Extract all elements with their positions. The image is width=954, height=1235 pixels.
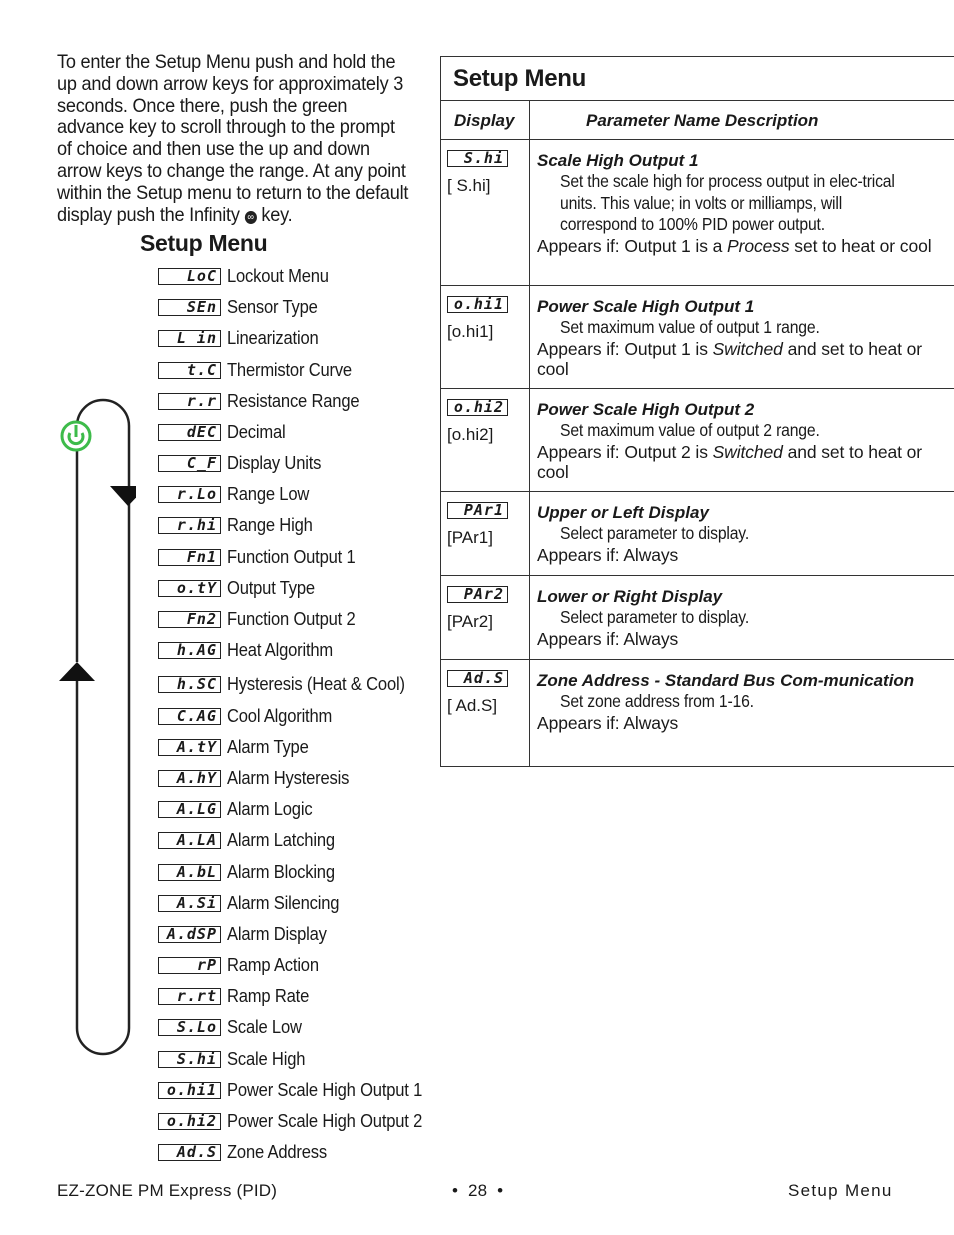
- appears-prefix: Appears if: Output 1 is a: [537, 235, 728, 256]
- lcd-code: Fn2: [158, 611, 221, 628]
- description-cell: [530, 660, 954, 766]
- lcd-code: o.hi2: [447, 399, 508, 416]
- menu-item-label: Hysteresis (Heat & Cool): [227, 673, 405, 694]
- menu-item: [158, 295, 326, 319]
- parameter-description: Select parameter to display.: [560, 523, 750, 543]
- advance-key-icon: [62, 422, 90, 450]
- appears-if: [537, 236, 947, 257]
- menu-item-label: Power Scale High Output 2: [227, 1110, 423, 1131]
- menu-item: [158, 704, 341, 728]
- parameter-description: Set maximum value of output 2 range.: [560, 420, 820, 440]
- lcd-code: rP: [158, 957, 221, 974]
- lcd-code: A.bL: [158, 864, 221, 881]
- menu-item: [158, 828, 344, 852]
- lcd-code: r.r: [158, 393, 221, 410]
- lcd-code: C.AG: [158, 708, 221, 725]
- appears-emphasis: Switched: [712, 441, 783, 462]
- lcd-code: Fn1: [158, 549, 221, 566]
- menu-item-label: Heat Algorithm: [227, 639, 334, 660]
- menu-item: [158, 860, 344, 884]
- lcd-code: S.hi: [447, 150, 508, 167]
- lcd-code: r.rt: [158, 988, 221, 1005]
- lcd-code: S.hi: [158, 1051, 221, 1068]
- lcd-code: t.C: [158, 362, 221, 379]
- lcd-code: S.Lo: [158, 1019, 221, 1036]
- menu-item-label: Output Type: [227, 577, 315, 598]
- description-cell: [530, 140, 954, 285]
- menu-item: [158, 984, 316, 1008]
- appears-if: [537, 339, 947, 380]
- parameter-description: Select parameter to display.: [560, 607, 750, 627]
- lcd-code: A.Si: [158, 895, 221, 912]
- menu-item: [158, 607, 367, 631]
- menu-item: [158, 420, 291, 444]
- appears-emphasis: Process: [727, 235, 790, 256]
- lcd-code: dEC: [158, 424, 221, 441]
- lcd-code: o.hi1: [447, 296, 508, 313]
- navigation-loop-diagram: [56, 380, 136, 1070]
- menu-item-label: Resistance Range: [227, 390, 360, 411]
- menu-item: [158, 1078, 439, 1102]
- description-cell: [530, 576, 954, 659]
- lcd-code: L in: [158, 330, 221, 347]
- parameter-name: Power Scale High Output 2: [537, 400, 755, 419]
- menu-item: [158, 797, 320, 821]
- menu-item: [158, 766, 360, 790]
- appears-suffix: set to heat or cool: [789, 235, 932, 256]
- header-display: Display: [441, 101, 530, 139]
- menu-item: [158, 264, 338, 288]
- menu-item: [158, 953, 327, 977]
- infinity-key-icon: ∞: [245, 211, 257, 224]
- appears-if: [537, 442, 947, 483]
- parameter-description: Set maximum value of output 1 range.: [560, 317, 820, 337]
- parameter-description: Set zone address from 1-16.: [560, 691, 754, 711]
- intro-paragraph: [57, 52, 410, 226]
- table-body: [441, 140, 954, 766]
- appears-suffix: and set to heat or cool: [537, 338, 922, 379]
- menu-item-label: Alarm Logic: [227, 798, 313, 819]
- description-cell: [530, 389, 954, 491]
- menu-item: [158, 1140, 336, 1164]
- menu-item-label: Alarm Hysteresis: [227, 767, 350, 788]
- menu-item: [158, 1015, 308, 1039]
- menu-item-label: Function Output 2: [227, 608, 356, 629]
- menu-item-label: Alarm Latching: [227, 829, 335, 850]
- lcd-code: A.dSP: [158, 926, 221, 943]
- appears-prefix: Appears if: Always: [537, 712, 679, 733]
- table-title: Setup Menu: [441, 57, 954, 101]
- setup-menu-heading: Setup Menu: [140, 230, 268, 256]
- menu-item-label: Thermistor Curve: [227, 359, 352, 380]
- lcd-code: o.hi2: [158, 1113, 221, 1130]
- table-row: [441, 140, 954, 286]
- menu-item-label: Ramp Rate: [227, 985, 310, 1006]
- menu-item-label: Alarm Blocking: [227, 861, 335, 882]
- parameter-name: Power Scale High Output 1: [537, 297, 755, 316]
- intro-suffix: key.: [256, 203, 293, 226]
- menu-item-label: Display Units: [227, 452, 322, 473]
- footer-page-number: • 28 •: [452, 1181, 504, 1200]
- description-cell: [530, 286, 954, 388]
- appears-if: [537, 629, 947, 650]
- menu-item-label: Function Output 1: [227, 546, 356, 567]
- lcd-code: r.Lo: [158, 486, 221, 503]
- table-row: [441, 492, 954, 576]
- menu-item: [158, 545, 367, 569]
- intro-text: To enter the Setup Menu push and hold the up and down arrow keys for approximately 3 seconds. Once there, push the green advance key to scroll through to the prompt of choice and then use the up and down arrow keys to change the range. At any point within the Setup menu to return to the default display push the Infinity: [57, 51, 409, 226]
- footer-product: EZ-ZONE PM Express (PID): [57, 1181, 278, 1200]
- menu-item: [158, 482, 316, 506]
- menu-item-label: Alarm Type: [227, 736, 309, 757]
- menu-item: [158, 638, 342, 662]
- menu-item: [158, 389, 371, 413]
- parameter-name: Upper or Left Display: [537, 503, 709, 522]
- lcd-code: A.LG: [158, 801, 221, 818]
- lcd-code: h.AG: [158, 642, 221, 659]
- footer-section: Setup Menu: [788, 1181, 893, 1200]
- lcd-code: A.LA: [158, 832, 221, 849]
- table-row: [441, 576, 954, 660]
- menu-item: [158, 1047, 312, 1071]
- parameter-description: Set the scale high for process output in elec-trical units. This value; in volts or milliamps, will correspond to 100% PID power output.: [560, 171, 895, 234]
- lcd-code: A.tY: [158, 739, 221, 756]
- parameter-code: [PAr1]: [447, 528, 493, 547]
- lcd-code: r.hi: [158, 517, 221, 534]
- menu-item: [158, 672, 420, 696]
- setup-menu-table: [440, 56, 954, 767]
- lcd-code: LoC: [158, 268, 221, 285]
- lcd-code: PAr1: [447, 502, 508, 519]
- menu-item-label: Range Low: [227, 483, 310, 504]
- menu-item-label: Alarm Display: [227, 923, 327, 944]
- menu-item-label: Zone Address: [227, 1141, 327, 1162]
- menu-item: [158, 922, 335, 946]
- display-cell: [441, 576, 530, 659]
- appears-prefix: Appears if: Output 2 is: [537, 441, 713, 462]
- parameter-code: [o.hi1]: [447, 322, 494, 341]
- lcd-code: h.SC: [158, 676, 221, 693]
- table-row: [441, 389, 954, 492]
- menu-item-label: Sensor Type: [227, 296, 318, 317]
- menu-item-label: Scale High: [227, 1048, 306, 1069]
- lcd-code: Ad.S: [447, 670, 508, 687]
- menu-item-label: Lockout Menu: [227, 265, 329, 286]
- table-row: [441, 286, 954, 389]
- menu-item: [158, 1109, 439, 1133]
- lcd-code: Ad.S: [158, 1144, 221, 1161]
- parameter-name: Zone Address - Standard Bus Com-munication: [537, 671, 915, 690]
- menu-item-label: Alarm Silencing: [227, 892, 340, 913]
- parameter-code: [o.hi2]: [447, 425, 494, 444]
- menu-item: [158, 451, 329, 475]
- parameter-code: [ Ad.S]: [447, 696, 498, 715]
- menu-item: [158, 358, 363, 382]
- menu-item-label: Decimal: [227, 421, 286, 442]
- parameter-code: [PAr2]: [447, 612, 493, 631]
- lcd-code: A.hY: [158, 770, 221, 787]
- appears-if: [537, 713, 947, 734]
- menu-item: [158, 576, 323, 600]
- lcd-code: o.tY: [158, 580, 221, 597]
- menu-item-label: Power Scale High Output 1: [227, 1079, 423, 1100]
- display-cell: [441, 140, 530, 285]
- menu-item-label: Linearization: [227, 327, 319, 348]
- appears-if: [537, 545, 947, 566]
- lcd-code: o.hi1: [158, 1082, 221, 1099]
- header-parameter: Parameter Name Description: [586, 111, 819, 130]
- menu-item: [158, 735, 316, 759]
- appears-prefix: Appears if: Output 1 is: [537, 338, 713, 359]
- lcd-code: SEn: [158, 299, 221, 316]
- lcd-code: PAr2: [447, 586, 508, 603]
- menu-item: [158, 326, 326, 350]
- lcd-code: C_F: [158, 455, 221, 472]
- table-row: [441, 660, 954, 766]
- menu-item-label: Range High: [227, 514, 313, 535]
- menu-item-label: Cool Algorithm: [227, 705, 333, 726]
- appears-prefix: Appears if: Always: [537, 544, 679, 565]
- appears-emphasis: Switched: [712, 338, 783, 359]
- menu-item: [158, 891, 349, 915]
- menu-item: [158, 513, 320, 537]
- parameter-name: Lower or Right Display: [537, 587, 723, 606]
- display-cell: [441, 286, 530, 388]
- appears-prefix: Appears if: Always: [537, 628, 679, 649]
- parameter-name: Scale High Output 1: [537, 151, 699, 170]
- down-arrow-icon: [110, 486, 136, 506]
- up-arrow-icon: [59, 662, 95, 681]
- appears-suffix: and set to heat or cool: [537, 441, 922, 482]
- menu-item-label: Ramp Action: [227, 954, 319, 975]
- display-cell: [441, 492, 530, 575]
- description-cell: [530, 492, 954, 575]
- parameter-code: [ S.hi]: [447, 176, 491, 195]
- table-header: [441, 101, 954, 140]
- display-cell: [441, 660, 530, 766]
- menu-item-label: Scale Low: [227, 1016, 302, 1037]
- display-cell: [441, 389, 530, 491]
